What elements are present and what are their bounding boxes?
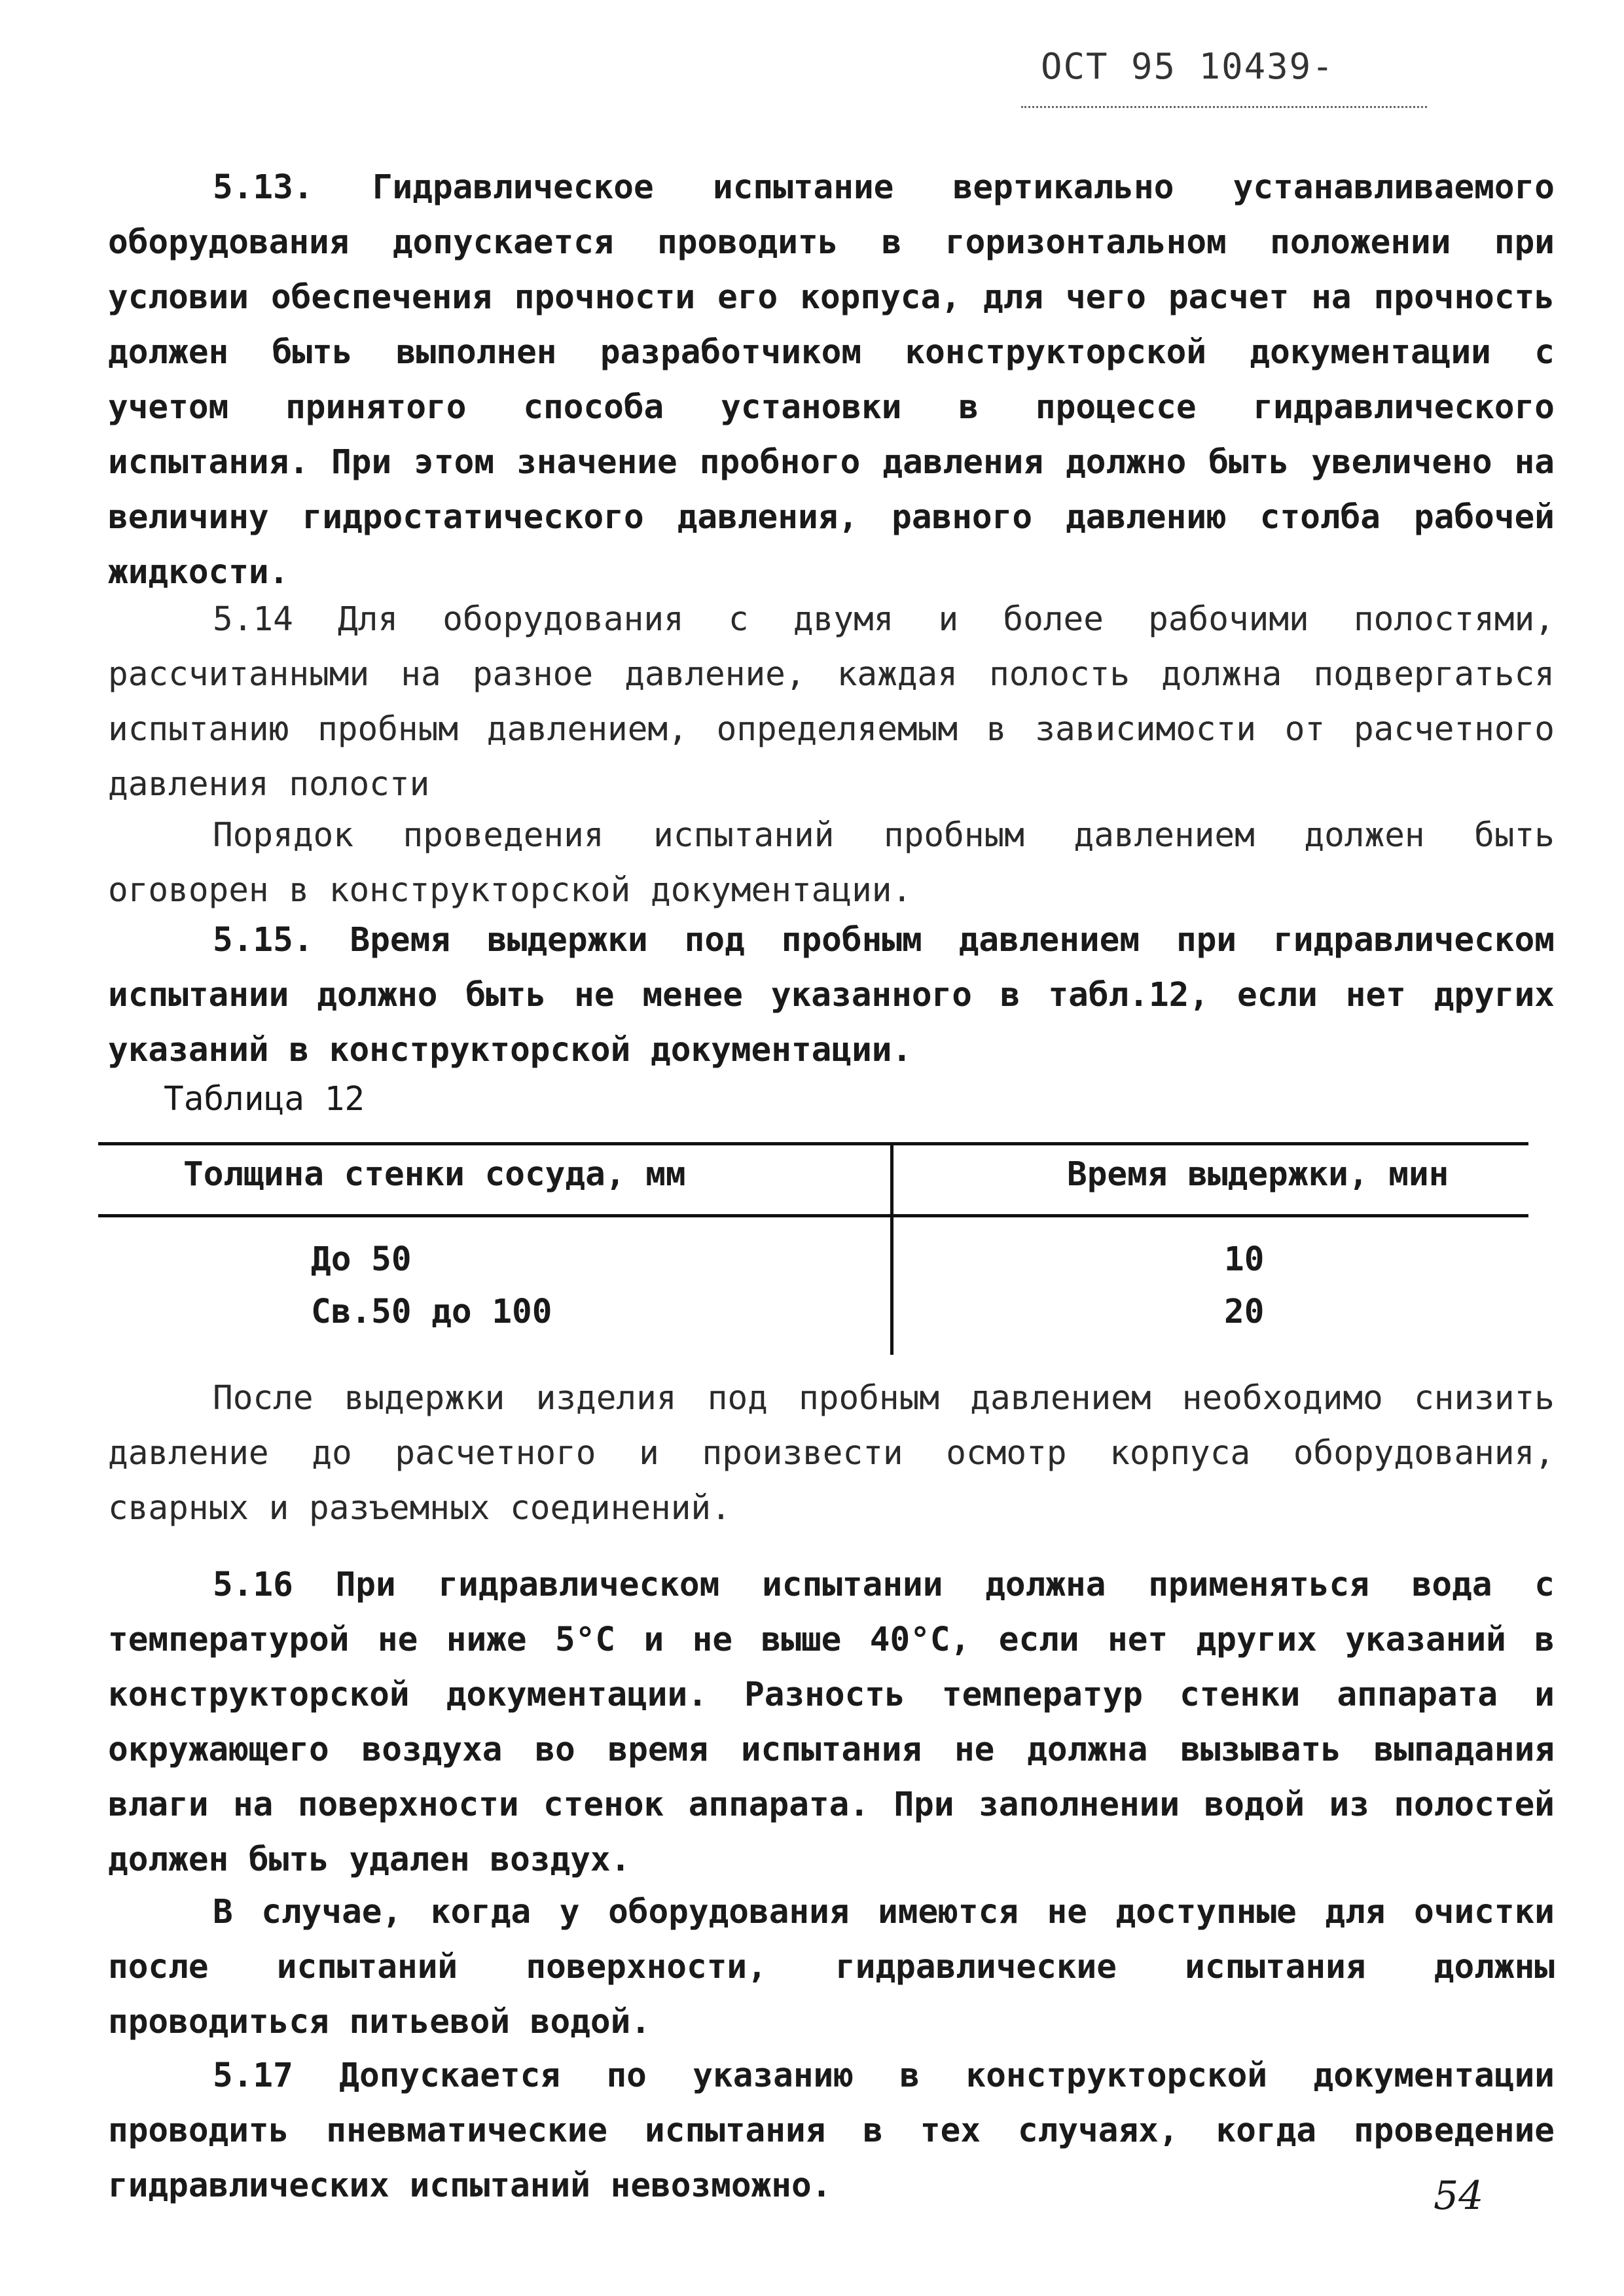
- table-cell: 20: [1224, 1293, 1265, 1331]
- paragraph-5-16-drinking-water: В случае, когда у оборудования имеются не доступные для очистки после испытаний поверхности, гидравлические испытания должны проводиться питьевой водой.: [108, 1893, 1555, 2041]
- header-rule: [1021, 106, 1427, 111]
- table-column-divider: [890, 1142, 893, 1355]
- table-header-thickness: Толщина стенки сосуда, мм: [183, 1155, 686, 1194]
- table-cell: 10: [1224, 1240, 1265, 1279]
- paragraph-5-15: 5.15. Время выдержки под пробным давлением при гидравлическом испытании должно быть не менее указанного в табл.12, если нет других указаний в конструкторской документации.: [108, 921, 1555, 1069]
- paragraph-5-16: 5.16 При гидравлическом испытании должна применяться вода с температурой не ниже 5°С и не выше 40°С, если нет других указаний в конструкторской документации. Разность температур стенки аппарата и окружающего воздуха во время испытания не должна вызывать выпадания влаги на поверхности стенок аппарата. При заполнении водой из полостей должен быть удален воздух.: [108, 1566, 1555, 1879]
- paragraph-5-14: 5.14 Для оборудования с двумя и более рабочими полостями, рассчитанными на разное давление, каждая полость должна подвергаться испытанию пробным давлением, определяемым в зависимости от расчетного давления полости: [108, 600, 1555, 804]
- table-cell: До 50: [311, 1240, 412, 1279]
- table-header-rule: [98, 1214, 1528, 1217]
- paragraph-5-17: 5.17 Допускается по указанию в конструкторской документации проводить пневматические испытания в тех случаях, когда проведение гидравлических испытаний невозможно.: [108, 2056, 1555, 2205]
- paragraph-5-13: 5.13. Гидравлическое испытание вертикально устанавливаемого оборудования допускается проводить в горизонтальном положении при условии обеспечения прочности его корпуса, для чего расчет на прочность должен быть выполнен разработчиком конструкторской документации с учетом принятого способа установки в процессе гидравлического испытания. При этом значение пробного давления должно быть увеличено на величину гидростатического давления, равного давлению столба рабочей жидкости.: [108, 168, 1555, 592]
- page-number: 54: [1434, 2173, 1484, 2219]
- paragraph-after-table: После выдержки изделия под пробным давлением необходимо снизить давление до расчетного и произвести осмотр корпуса оборудования, сварных и разъемных соединений.: [108, 1379, 1555, 1528]
- table-header-time: Время выдержки, мин: [1067, 1155, 1449, 1194]
- table-caption: Таблица 12: [164, 1080, 365, 1119]
- paragraph-5-14-order: Порядок проведения испытаний пробным давлением должен быть оговорен в конструкторской документации.: [108, 816, 1555, 910]
- table-cell: Св.50 до 100: [311, 1293, 552, 1331]
- document-code-header: ОСТ 95 10439-: [1041, 46, 1335, 87]
- table-top-rule: [98, 1142, 1528, 1145]
- holding-time-table: [98, 1142, 1528, 1355]
